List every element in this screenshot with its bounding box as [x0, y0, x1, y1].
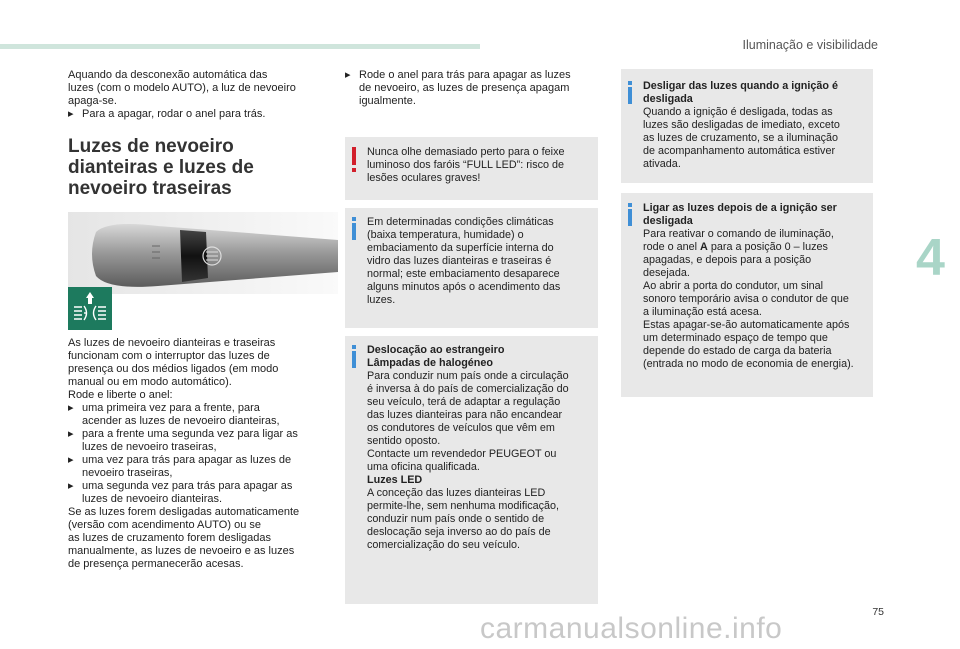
text-line: embaciamento da superfície interna do: [367, 242, 554, 254]
bullet-item: ▸ uma primeira vez para a frente, para acender as luzes de nevoeiro dianteiras,: [68, 402, 280, 427]
light-stalk-illustration: [68, 212, 338, 294]
bullet-item: ▸ Rode o anel para trás para apagar as luzes de nevoeiro, as luzes de presença apagam igualmente.: [345, 69, 571, 107]
info-icon: [352, 351, 356, 368]
info-box-relight: [621, 193, 873, 397]
bullet-text: de nevoeiro, as luzes de presença apagam: [359, 82, 570, 94]
section-heading: [68, 136, 328, 199]
box-title: Desligar das luzes quando a ignição é: [643, 80, 838, 92]
header-bar: [0, 44, 480, 49]
bullet-item: ▸ Para a apagar, rodar o anel para trás.: [68, 108, 266, 120]
text-line: (entrada no modo de economia de energia).: [643, 358, 854, 370]
text-line: é inversa à do país de comercialização do: [367, 383, 569, 395]
info-icon: [352, 223, 356, 240]
page-number: 75: [872, 606, 884, 618]
box-title: Deslocação ao estrangeiro: [367, 344, 505, 356]
text-line: a iluminação está acesa.: [643, 306, 762, 318]
text-line: um determinado espaço de tempo que: [643, 332, 828, 344]
intro-text: [68, 69, 338, 121]
bullet-text: uma vez para trás para apagar as luzes de: [82, 454, 292, 466]
text-line: Em determinadas condições climáticas: [367, 216, 554, 228]
warning-icon-dot: [352, 168, 356, 172]
text-line: alguns minutos após o acendimento das: [367, 281, 561, 293]
fog-lights-icon: [68, 287, 112, 330]
watermark: carmanualsonline.info: [480, 612, 783, 645]
bullet-text: luzes de nevoeiro traseiras,: [82, 441, 217, 453]
text-line: de acompanhamento automática estiver: [643, 145, 836, 157]
text-line: A conceção das luzes dianteiras LED: [367, 487, 546, 499]
text-line: manual ou em modo automático).: [68, 376, 232, 388]
text-line: comercialização do seu veículo.: [367, 539, 521, 551]
bullet-text: igualmente.: [359, 95, 416, 107]
bullet-text: Rode o anel para trás para apagar as luzes: [359, 69, 571, 81]
text-line: as luzes de cruzamento forem desligadas: [68, 532, 271, 544]
text-line: de presença permanecerão acesas.: [68, 558, 244, 570]
text-line: Estas apagar-se-ão automaticamente após: [643, 319, 850, 331]
bullet-text: acender as luzes de nevoeiro dianteiras,: [82, 415, 280, 427]
heading-line: Luzes de nevoeiro: [68, 136, 234, 157]
text-line: sentido oposto.: [367, 435, 441, 447]
text-line: apagadas, e depois para a posição: [643, 254, 812, 266]
text-line: (baixa temperatura, humidade) o: [367, 229, 524, 241]
text-line: seu veículo, terá de adaptar a regulação: [367, 396, 561, 408]
text-line: presença ou dos médios ligados (em modo: [68, 363, 279, 375]
info-icon: [628, 87, 632, 104]
warning-box: [345, 137, 598, 200]
info-icon-dot: [352, 345, 356, 349]
top-bullet: [345, 69, 600, 108]
text-line: luminoso dos faróis “FULL LED”: risco de: [367, 159, 565, 171]
box-subtitle: Lâmpadas de halogéneo: [367, 357, 493, 369]
text-line: As luzes de nevoeiro dianteiras e traseiras: [68, 337, 276, 349]
text-line: Contacte um revendedor PEUGEOT ou: [367, 448, 557, 460]
text-line: lesões oculares graves!: [367, 172, 481, 184]
info-box-abroad: [345, 336, 598, 604]
text-line: as luzes de cruzamento, se a iluminação: [643, 132, 839, 144]
text-line: luzes são desligadas de imediato, exceto: [643, 119, 840, 131]
text-line: sonoro temporário avisa o condutor de que: [643, 293, 849, 305]
text-line: Aquando da desconexão automática das: [68, 69, 268, 81]
warning-icon: [352, 147, 356, 165]
text-line: Ao abrir a porta do condutor, um sinal: [643, 280, 824, 292]
heading-line: dianteiras e luzes de: [68, 157, 254, 178]
text-line: Se as luzes forem desligadas automaticamente: [68, 506, 300, 518]
text-fragment: para a posição 0 – luzes: [707, 241, 828, 253]
info-icon-dot: [628, 81, 632, 85]
chapter-number: 4: [916, 229, 945, 287]
text-line: normal; este embaciamento desaparece: [367, 268, 560, 280]
text-line: permite-lhe, sem nenhuma modificação,: [367, 500, 560, 512]
bullet-text: nevoeiro traseiras,: [82, 467, 173, 479]
text-line: ativada.: [643, 158, 681, 170]
text-fragment: rode o anel: [643, 241, 701, 253]
text-line: vidro das luzes dianteiras e traseiras é: [367, 255, 552, 267]
info-box-ignition-off: [621, 69, 873, 183]
section-title: Iluminação e visibilidade: [742, 38, 878, 52]
text-line: uma oficina qualificada.: [367, 461, 480, 473]
bullet-item: ▸ para a frente uma segunda vez para ligar as luzes de nevoeiro traseiras,: [68, 428, 298, 453]
text-line: desejada.: [643, 267, 690, 279]
ring-label: A: [700, 241, 708, 253]
text-line: deslocação seja inverso ao do país de: [367, 526, 551, 538]
text-line: apaga-se.: [68, 95, 117, 107]
text-line: manualmente, as luzes de nevoeiro e as luzes: [68, 545, 295, 557]
bullet-item: ▸ uma segunda vez para trás para apagar as luzes de nevoeiro dianteiras.: [68, 480, 293, 505]
bullet-text: Para a apagar, rodar o anel para trás.: [82, 108, 266, 120]
box-title: Ligar as luzes depois de a ignição ser: [643, 202, 837, 214]
info-box-condensation: [345, 208, 598, 328]
text-line: luzes (com o modelo AUTO), a luz de nevoeiro: [68, 82, 296, 94]
bullet-text: uma primeira vez para a frente, para: [82, 402, 260, 414]
text-line: Para reativar o comando de iluminação,: [643, 228, 834, 240]
text-line: Nunca olhe demasiado perto para o feixe: [367, 146, 565, 158]
heading-line: nevoeiro traseiras: [68, 178, 232, 199]
text-line: Rode e liberte o anel:: [68, 389, 173, 401]
info-icon: [628, 209, 632, 226]
text-line: os condutores de veículos que vêm em: [367, 422, 555, 434]
fog-lights-description: [68, 337, 338, 571]
bullet-item: ▸ uma vez para trás para apagar as luzes de nevoeiro traseiras,: [68, 454, 292, 479]
text-line: das luzes dianteiras para não encandear: [367, 409, 563, 421]
box-title: desligada: [643, 93, 693, 105]
text-line: (versão com acendimento AUTO) ou se: [68, 519, 261, 531]
bullet-text: para a frente uma segunda vez para ligar as: [82, 428, 298, 440]
box-title: desligada: [643, 215, 693, 227]
bullet-text: uma segunda vez para trás para apagar as: [82, 480, 293, 492]
text-line: Para conduzir num país onde a circulação: [367, 370, 569, 382]
text-line: conduzir num país onde o sentido de: [367, 513, 545, 525]
text-line: Quando a ignição é desligada, todas as: [643, 106, 833, 118]
text-line: [643, 241, 867, 254]
text-line: funcionam com o interruptor das luzes de: [68, 350, 270, 362]
info-icon-dot: [352, 217, 356, 221]
bullet-text: luzes de nevoeiro dianteiras.: [82, 493, 223, 505]
info-icon-dot: [628, 203, 632, 207]
text-line: luzes.: [367, 294, 396, 306]
text-line: depende do estado de carga da bateria: [643, 345, 832, 357]
box-subtitle: Luzes LED: [367, 474, 423, 486]
